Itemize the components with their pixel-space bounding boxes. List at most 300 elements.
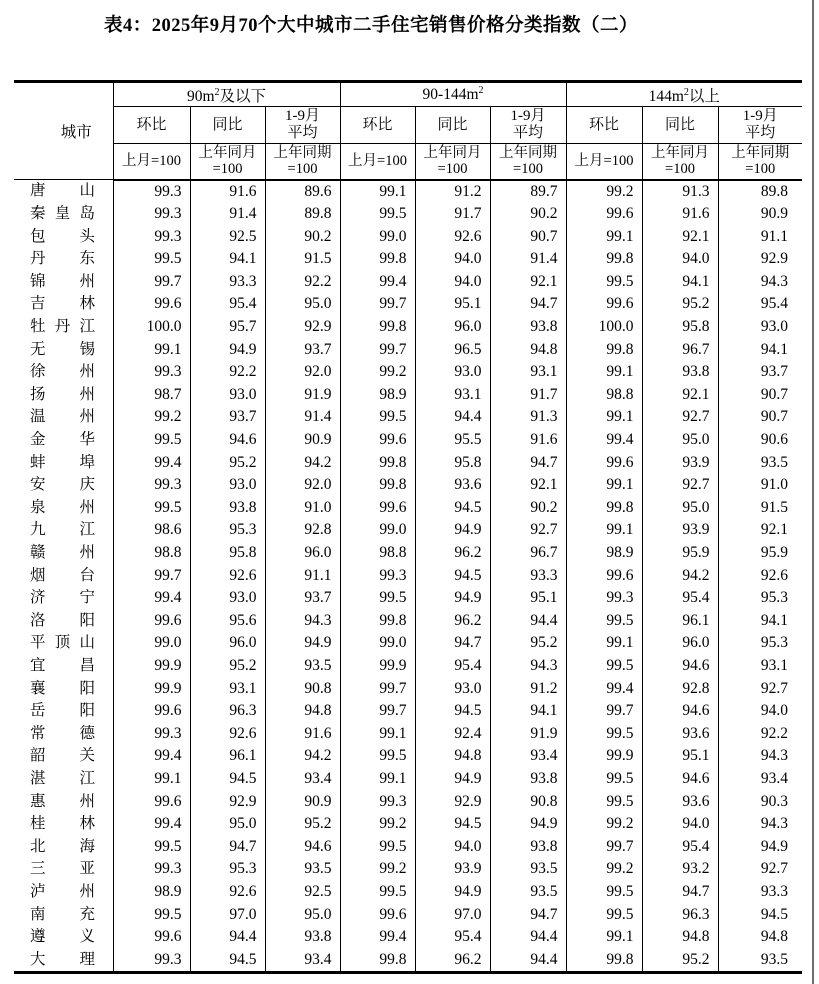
value-cell: 99.7: [113, 565, 190, 588]
value-cell: 93.4: [265, 949, 340, 973]
city-cell: [14, 655, 113, 678]
city-cell: [14, 836, 113, 859]
value-cell: 95.4: [718, 293, 802, 316]
city-name: 包头: [30, 227, 95, 245]
city-cell: [14, 723, 113, 746]
city-cell: [14, 497, 113, 520]
value-cell: 93.2: [642, 858, 718, 881]
city-name: 赣州: [30, 544, 95, 561]
table-row: [14, 904, 802, 927]
value-cell: 93.4: [265, 768, 340, 791]
value-cell: 94.7: [415, 632, 490, 655]
city-name: 三亚: [30, 860, 95, 878]
value-cell: 99.6: [340, 429, 415, 452]
value-cell: 92.6: [190, 723, 265, 746]
city-cell: [14, 813, 113, 836]
value-cell: 92.9: [265, 316, 340, 339]
city-name: 丹东: [30, 250, 95, 268]
value-cell: 99.0: [340, 226, 415, 249]
value-cell: 93.8: [265, 926, 340, 949]
table-row: [14, 926, 802, 949]
value-cell: 94.9: [190, 339, 265, 362]
value-cell: 94.0: [642, 813, 718, 836]
value-cell: 94.4: [190, 926, 265, 949]
sub-header-mom: 环比: [566, 107, 642, 144]
value-cell: 99.7: [566, 836, 642, 859]
value-cell: 99.6: [566, 293, 642, 316]
table-body: [14, 180, 802, 973]
value-cell: 99.4: [113, 587, 190, 610]
value-cell: 92.9: [190, 791, 265, 814]
city-name: 烟台: [30, 566, 95, 584]
value-cell: 99.8: [340, 316, 415, 339]
city-cell: [14, 881, 113, 904]
value-cell: 94.3: [718, 271, 802, 294]
city-cell: [14, 203, 113, 226]
city-cell: [14, 542, 113, 565]
value-cell: 99.6: [566, 203, 642, 226]
city-cell: [14, 700, 113, 723]
value-cell: 99.3: [340, 791, 415, 814]
value-cell: 94.2: [265, 452, 340, 475]
price-index-table: [14, 80, 802, 974]
base-header-same-period: 上年同期 =100: [718, 144, 802, 180]
value-cell: 99.3: [113, 949, 190, 973]
value-cell: 92.6: [415, 226, 490, 249]
value-cell: 96.0: [642, 632, 718, 655]
value-cell: 98.8: [566, 384, 642, 407]
value-cell: 99.6: [566, 452, 642, 475]
sub-header-mom: 环比: [340, 107, 415, 144]
value-cell: 93.1: [415, 384, 490, 407]
value-cell: 93.3: [190, 271, 265, 294]
value-cell: 93.8: [490, 316, 566, 339]
city-name: 安庆: [30, 476, 95, 494]
value-cell: 99.9: [340, 655, 415, 678]
value-cell: 99.5: [340, 836, 415, 859]
value-cell: 94.8: [415, 745, 490, 768]
group-header-144-above: $144m^2$以上: [566, 82, 802, 107]
value-cell: 94.8: [265, 700, 340, 723]
value-cell: 99.6: [113, 293, 190, 316]
value-cell: 94.3: [718, 745, 802, 768]
value-cell: 94.7: [490, 904, 566, 927]
value-cell: 90.9: [718, 203, 802, 226]
value-cell: 93.5: [490, 881, 566, 904]
value-cell: 95.4: [415, 655, 490, 678]
city-name: 平顶山: [30, 634, 95, 652]
value-cell: 99.5: [566, 881, 642, 904]
value-cell: 99.4: [113, 452, 190, 475]
value-cell: 99.1: [340, 180, 415, 204]
value-cell: 99.1: [113, 768, 190, 791]
value-cell: 99.3: [113, 226, 190, 249]
city-cell: [14, 858, 113, 881]
city-name: 济宁: [30, 589, 95, 607]
value-cell: 99.7: [113, 271, 190, 294]
value-cell: 94.1: [642, 271, 718, 294]
base-header-prev-month: 上月=100: [113, 144, 190, 180]
value-cell: 91.4: [490, 248, 566, 271]
city-column-header: 城市: [14, 82, 113, 180]
table-row: [14, 271, 802, 294]
value-cell: 92.7: [490, 519, 566, 542]
city-name: 桂林: [30, 815, 95, 833]
value-cell: 92.8: [642, 678, 718, 701]
value-cell: 96.2: [415, 542, 490, 565]
group-header-90-below: $90m^2$及以下: [113, 82, 340, 107]
table-row: [14, 700, 802, 723]
value-cell: 99.7: [566, 700, 642, 723]
sub-header-avg: 1-9月 平均: [718, 107, 802, 144]
value-cell: 99.1: [566, 226, 642, 249]
value-cell: 95.0: [265, 293, 340, 316]
city-name: 襄阳: [30, 679, 95, 697]
value-cell: 91.0: [265, 497, 340, 520]
value-cell: 93.5: [490, 858, 566, 881]
city-cell: [14, 474, 113, 497]
value-cell: 90.2: [490, 497, 566, 520]
base-header-prev-month: 上月=100: [566, 144, 642, 180]
value-cell: 90.3: [718, 791, 802, 814]
value-cell: 99.9: [113, 678, 190, 701]
value-cell: 90.9: [265, 429, 340, 452]
city-cell: [14, 429, 113, 452]
city-name: 吉林: [30, 295, 95, 313]
value-cell: 99.1: [566, 926, 642, 949]
value-cell: 91.9: [490, 723, 566, 746]
table-row: [14, 791, 802, 814]
base-header-prev-month: 上月=100: [340, 144, 415, 180]
value-cell: 99.3: [113, 203, 190, 226]
value-cell: 90.7: [490, 226, 566, 249]
value-cell: 93.6: [642, 723, 718, 746]
city-cell: [14, 452, 113, 475]
sub-header-avg: 1-9月 平均: [265, 107, 340, 144]
value-cell: 99.7: [340, 700, 415, 723]
value-cell: 92.2: [190, 361, 265, 384]
value-cell: 91.5: [718, 497, 802, 520]
value-cell: 99.8: [340, 452, 415, 475]
value-cell: 91.6: [265, 723, 340, 746]
value-cell: 99.0: [340, 519, 415, 542]
value-cell: 95.0: [265, 904, 340, 927]
value-cell: 99.1: [566, 406, 642, 429]
value-cell: 99.8: [566, 497, 642, 520]
value-cell: 99.2: [566, 858, 642, 881]
value-cell: 99.7: [340, 678, 415, 701]
table-row: [14, 293, 802, 316]
value-cell: 95.4: [190, 293, 265, 316]
value-cell: 94.0: [642, 248, 718, 271]
table-row: [14, 203, 802, 226]
value-cell: 99.5: [340, 881, 415, 904]
value-cell: 92.4: [415, 723, 490, 746]
base-header-same-month: 上年同月 =100: [190, 144, 265, 180]
value-cell: 95.3: [718, 632, 802, 655]
value-cell: 93.7: [265, 339, 340, 362]
value-cell: 99.4: [113, 745, 190, 768]
value-cell: 94.9: [265, 632, 340, 655]
value-cell: 99.0: [340, 632, 415, 655]
value-cell: 99.1: [566, 519, 642, 542]
table-row: [14, 226, 802, 249]
city-cell: [14, 361, 113, 384]
value-cell: 99.5: [566, 655, 642, 678]
value-cell: 96.0: [190, 632, 265, 655]
city-cell: [14, 632, 113, 655]
value-cell: 90.6: [718, 429, 802, 452]
table-row: [14, 949, 802, 973]
sub-header-avg: 1-9月 平均: [490, 107, 566, 144]
value-cell: 99.4: [566, 678, 642, 701]
value-cell: 94.9: [415, 768, 490, 791]
value-cell: 94.0: [718, 700, 802, 723]
value-cell: 93.5: [265, 655, 340, 678]
value-cell: 96.5: [415, 339, 490, 362]
value-cell: 93.0: [190, 474, 265, 497]
city-name: 北海: [30, 837, 95, 855]
value-cell: 92.1: [718, 519, 802, 542]
table-row: [14, 723, 802, 746]
value-cell: 95.7: [190, 316, 265, 339]
city-cell: [14, 180, 113, 204]
value-cell: 95.0: [642, 429, 718, 452]
value-cell: 90.7: [718, 384, 802, 407]
value-cell: 100.0: [113, 316, 190, 339]
table-row: [14, 632, 802, 655]
value-cell: 95.3: [718, 587, 802, 610]
city-name: 扬州: [30, 385, 95, 403]
sub-header-yoy: 同比: [415, 107, 490, 144]
value-cell: 92.5: [265, 881, 340, 904]
table-row: [14, 497, 802, 520]
value-cell: 93.1: [190, 678, 265, 701]
table-row: [14, 339, 802, 362]
value-cell: 99.5: [566, 271, 642, 294]
value-cell: 99.6: [113, 791, 190, 814]
value-cell: 90.7: [718, 406, 802, 429]
value-cell: 93.9: [415, 858, 490, 881]
value-cell: 95.3: [190, 858, 265, 881]
group-header-row: [14, 82, 802, 107]
value-cell: 99.5: [113, 836, 190, 859]
value-cell: 94.1: [190, 248, 265, 271]
value-cell: 96.1: [190, 745, 265, 768]
value-cell: 95.2: [190, 655, 265, 678]
value-cell: 99.5: [340, 203, 415, 226]
city-name: 宜昌: [30, 656, 95, 674]
table-row: [14, 565, 802, 588]
value-cell: 91.6: [642, 203, 718, 226]
value-cell: 99.0: [113, 632, 190, 655]
value-cell: 94.5: [190, 949, 265, 973]
city-cell: [14, 565, 113, 588]
city-name: 南充: [30, 905, 95, 923]
table-row: [14, 655, 802, 678]
sub-header-yoy: 同比: [642, 107, 718, 144]
value-cell: 91.6: [490, 429, 566, 452]
sub-header-mom: 环比: [113, 107, 190, 144]
city-cell: [14, 587, 113, 610]
city-cell: [14, 339, 113, 362]
value-cell: 99.7: [340, 339, 415, 362]
value-cell: 96.1: [642, 610, 718, 633]
value-cell: 94.1: [490, 700, 566, 723]
value-cell: 96.0: [415, 316, 490, 339]
value-cell: 94.4: [490, 949, 566, 973]
table-row: [14, 768, 802, 791]
value-cell: 94.5: [415, 813, 490, 836]
value-cell: 91.6: [190, 180, 265, 204]
value-cell: 99.5: [566, 904, 642, 927]
value-cell: 91.7: [415, 203, 490, 226]
value-cell: 99.1: [340, 768, 415, 791]
value-cell: 93.0: [718, 316, 802, 339]
value-cell: 99.8: [566, 248, 642, 271]
value-cell: 99.2: [340, 858, 415, 881]
city-name: 秦皇岛: [30, 205, 95, 223]
table-row: [14, 678, 802, 701]
value-cell: 95.9: [642, 542, 718, 565]
city-name: 韶关: [30, 747, 95, 765]
value-cell: 94.2: [642, 565, 718, 588]
value-cell: 93.9: [642, 452, 718, 475]
city-name: 九江: [30, 521, 95, 539]
value-cell: 96.2: [415, 949, 490, 973]
city-cell: [14, 949, 113, 973]
table-row: [14, 610, 802, 633]
value-cell: 90.2: [265, 226, 340, 249]
base-header-same-month: 上年同月 =100: [642, 144, 718, 180]
base-header-same-period: 上年同期 =100: [490, 144, 566, 180]
value-cell: 93.1: [718, 655, 802, 678]
value-cell: 92.7: [642, 474, 718, 497]
value-cell: 99.5: [340, 745, 415, 768]
value-cell: 93.0: [190, 587, 265, 610]
value-cell: 99.3: [340, 565, 415, 588]
value-cell: 92.1: [642, 384, 718, 407]
value-cell: 99.6: [113, 926, 190, 949]
value-cell: 93.8: [642, 361, 718, 384]
value-cell: 94.0: [415, 271, 490, 294]
value-cell: 100.0: [566, 316, 642, 339]
value-cell: 99.3: [113, 723, 190, 746]
value-cell: 95.8: [642, 316, 718, 339]
value-cell: 99.5: [340, 587, 415, 610]
value-cell: 94.7: [190, 836, 265, 859]
value-cell: 92.0: [265, 474, 340, 497]
value-cell: 98.6: [113, 519, 190, 542]
value-cell: 89.8: [265, 203, 340, 226]
value-cell: 99.1: [566, 474, 642, 497]
city-cell: [14, 248, 113, 271]
value-cell: 95.2: [190, 452, 265, 475]
value-cell: 99.2: [340, 361, 415, 384]
value-cell: 94.9: [490, 813, 566, 836]
value-cell: 92.7: [642, 406, 718, 429]
value-cell: 99.6: [340, 497, 415, 520]
value-cell: 94.5: [415, 565, 490, 588]
city-cell: [14, 745, 113, 768]
value-cell: 99.8: [340, 949, 415, 973]
value-cell: 99.3: [113, 858, 190, 881]
value-cell: 94.2: [265, 745, 340, 768]
value-cell: 92.1: [490, 474, 566, 497]
value-cell: 89.7: [490, 180, 566, 204]
value-cell: 99.7: [340, 293, 415, 316]
value-cell: 91.2: [490, 678, 566, 701]
value-cell: 99.4: [340, 926, 415, 949]
city-name: 徐州: [30, 363, 95, 381]
city-cell: [14, 678, 113, 701]
value-cell: 92.2: [718, 723, 802, 746]
value-cell: 99.8: [340, 474, 415, 497]
value-cell: 94.7: [642, 881, 718, 904]
value-cell: 94.0: [415, 836, 490, 859]
value-cell: 91.2: [415, 180, 490, 204]
value-cell: 99.6: [113, 610, 190, 633]
city-cell: [14, 316, 113, 339]
value-cell: 96.7: [642, 339, 718, 362]
value-cell: 97.0: [190, 904, 265, 927]
table-row: [14, 836, 802, 859]
value-cell: 94.3: [490, 655, 566, 678]
value-cell: 93.7: [265, 587, 340, 610]
city-name: 大理: [30, 950, 95, 968]
value-cell: 99.2: [113, 406, 190, 429]
value-cell: 92.6: [190, 565, 265, 588]
table-row: [14, 881, 802, 904]
value-cell: 93.0: [415, 361, 490, 384]
value-cell: 91.3: [490, 406, 566, 429]
value-cell: 93.5: [265, 858, 340, 881]
sub-header-row: [14, 107, 802, 144]
value-cell: 94.5: [718, 904, 802, 927]
value-cell: 92.7: [718, 858, 802, 881]
value-cell: 99.5: [113, 248, 190, 271]
value-cell: 99.5: [113, 429, 190, 452]
value-cell: 99.5: [566, 723, 642, 746]
value-cell: 94.7: [490, 452, 566, 475]
value-cell: 92.7: [718, 678, 802, 701]
value-cell: 95.4: [415, 926, 490, 949]
value-cell: 99.4: [340, 271, 415, 294]
value-cell: 95.9: [718, 542, 802, 565]
city-name: 泸州: [30, 882, 95, 900]
value-cell: 94.8: [642, 926, 718, 949]
group-header-90-144: $90-144m^2$: [340, 82, 566, 107]
city-cell: [14, 293, 113, 316]
value-cell: 91.5: [265, 248, 340, 271]
value-cell: 91.4: [190, 203, 265, 226]
table-row: [14, 474, 802, 497]
value-cell: 99.3: [113, 361, 190, 384]
value-cell: 99.6: [566, 565, 642, 588]
table-row: [14, 384, 802, 407]
value-cell: 91.0: [718, 474, 802, 497]
value-cell: 94.9: [415, 587, 490, 610]
page-right-border: [812, 0, 814, 984]
value-cell: 95.2: [642, 293, 718, 316]
city-name: 蚌埠: [30, 453, 95, 471]
value-cell: 92.2: [265, 271, 340, 294]
city-name: 湛江: [30, 769, 95, 787]
city-name: 常德: [30, 724, 95, 742]
value-cell: 94.6: [642, 768, 718, 791]
value-cell: 99.4: [113, 813, 190, 836]
table-row: [14, 813, 802, 836]
